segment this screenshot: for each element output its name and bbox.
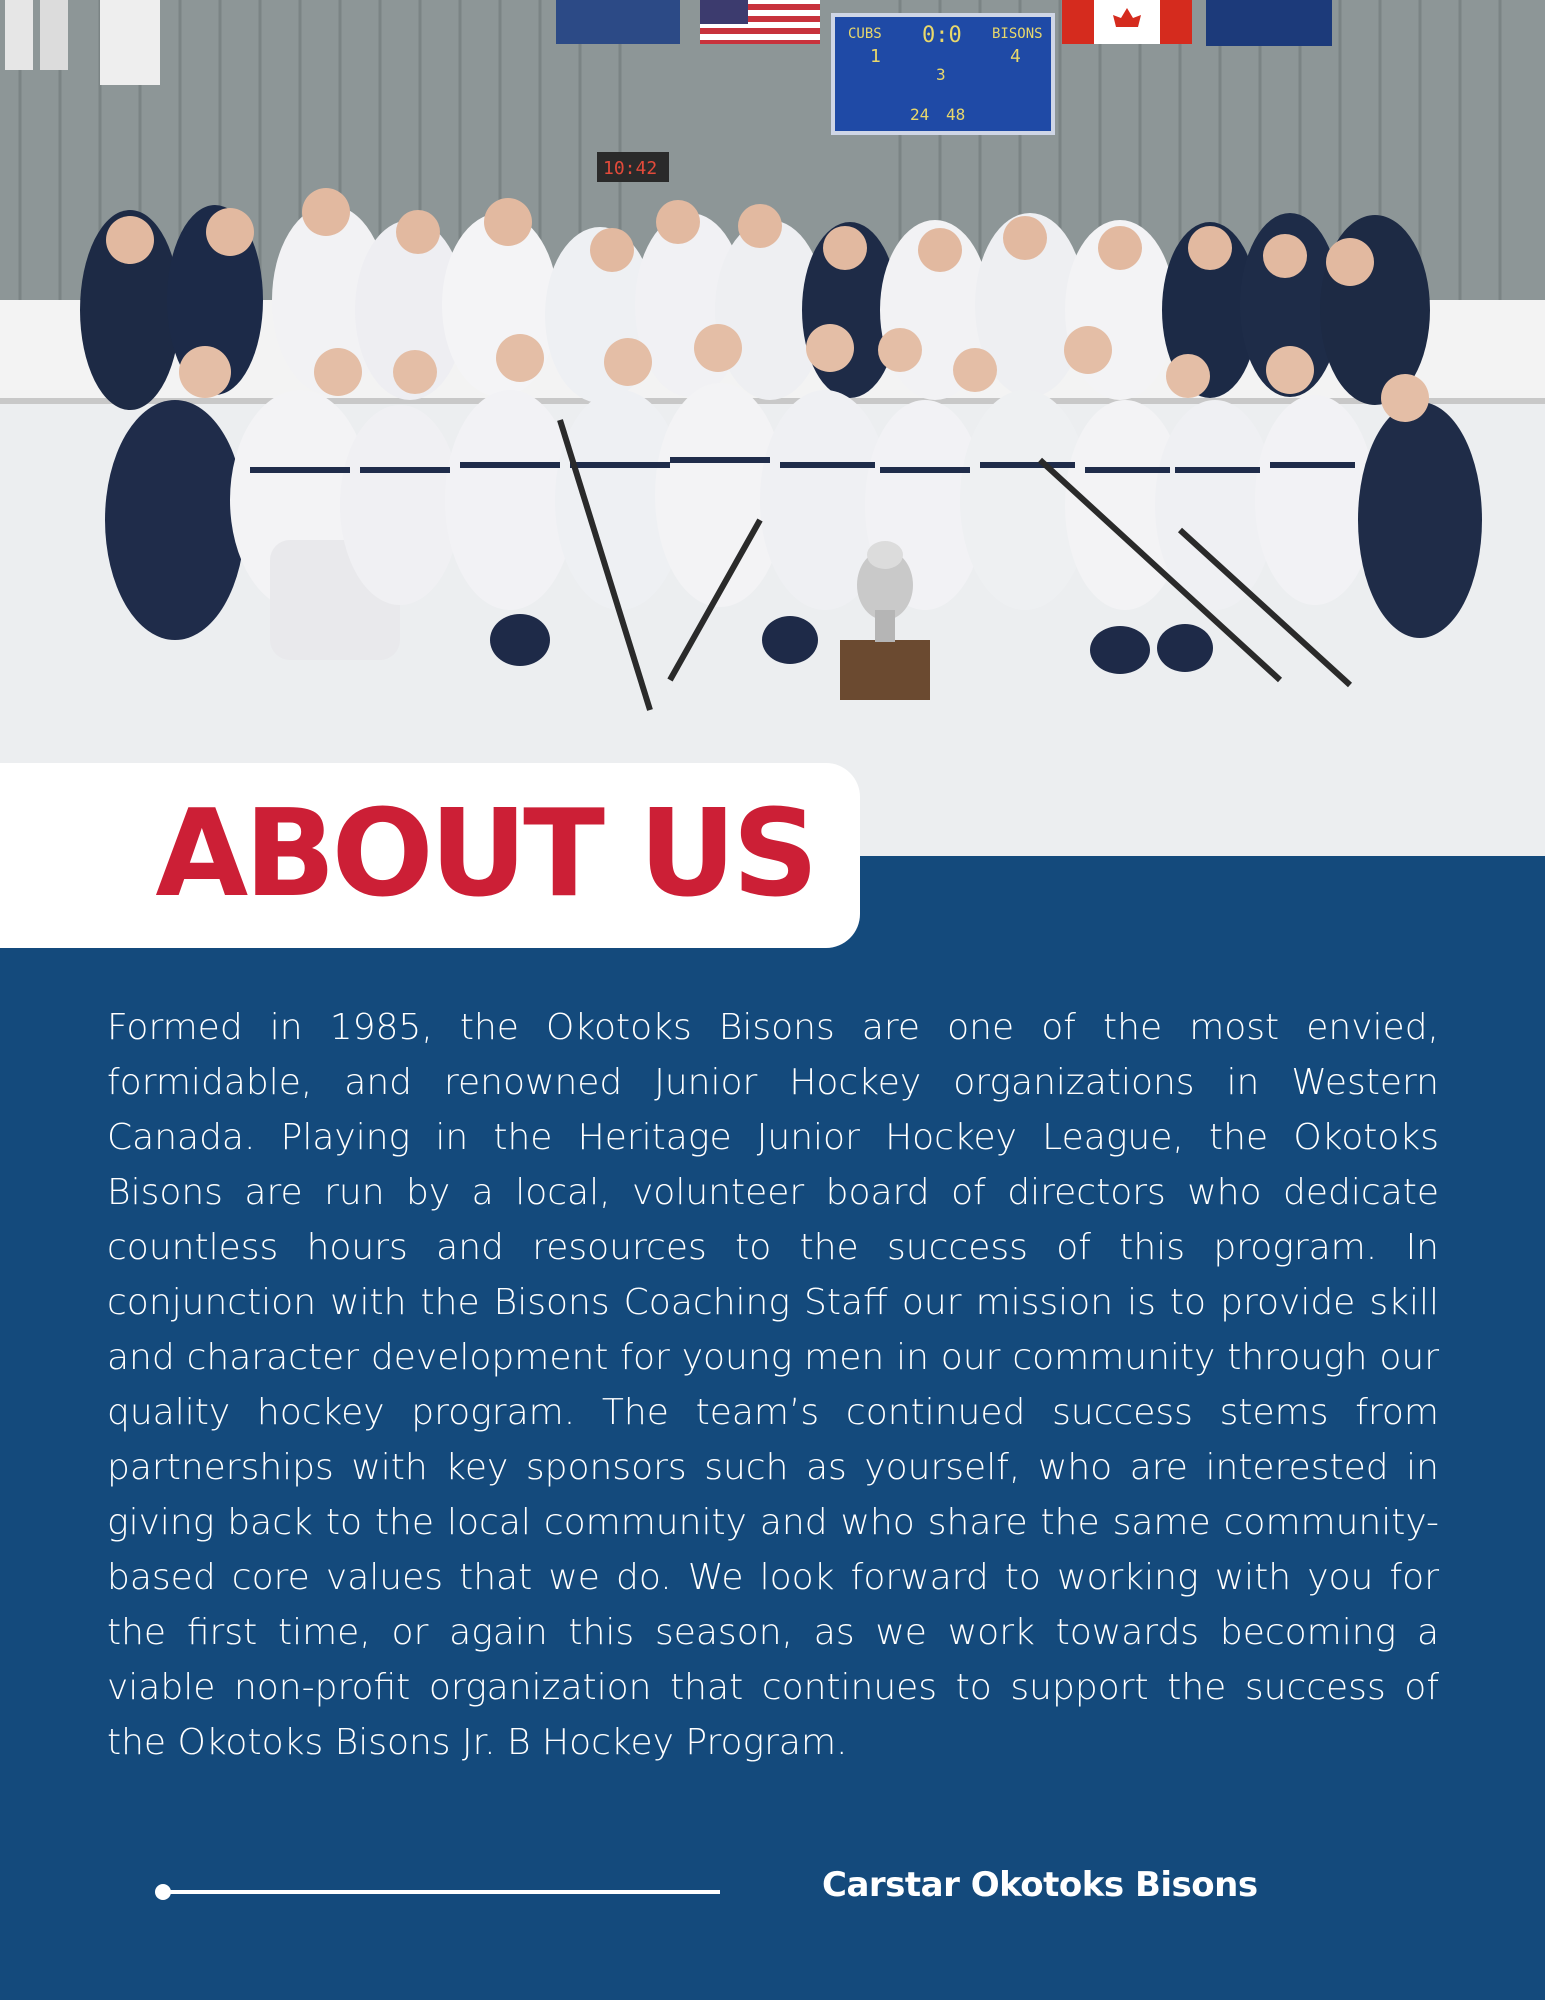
- signature: Carstar Okotoks Bisons: [822, 1865, 1258, 1905]
- scoreboard-away-score: 4: [1010, 46, 1021, 67]
- flag-usa: [700, 0, 820, 44]
- wall-clock-time: 10:42: [603, 158, 658, 179]
- scoreboard-period: 3: [936, 65, 946, 84]
- page-title: ABOUT US: [155, 785, 815, 924]
- flag-alberta: [1206, 0, 1332, 46]
- banner-left-3: [100, 0, 160, 85]
- banner-left-2: [40, 0, 68, 70]
- team-photo: [0, 0, 1545, 856]
- scoreboard-home-score: 1: [870, 46, 881, 67]
- flag-canada: [1062, 0, 1192, 44]
- scoreboard-shots-home: 24: [910, 105, 930, 124]
- scoreboard-away-team: BISONS: [992, 26, 1043, 42]
- scoreboard-clock: 0:0: [922, 23, 962, 48]
- scoreboard-home-team: CUBS: [848, 26, 882, 42]
- flag-blue: [556, 0, 680, 44]
- scoreboard: [833, 15, 1053, 133]
- banner-left-1: [5, 0, 33, 70]
- about-paragraph: Formed in 1985, the Okotoks Bisons are one of the most envied, formidable, and renowned Junior Hockey organizations in Western Canada. Playing in the Heritage Junior Hockey League, the Okotoks Bisons are run by a local, volunteer board of directors who dedicate countless hours and resources to the success of this program. In conjunction with the Bisons Coaching Staff our mission is to provide skill and character development for young men in our community through our quality hockey program. The team’s continued success stems from partnerships with key sponsors such as yourself, who are interested in giving back to the local community and who share the same community-based core values that we do. We look forward to working with you for the first time, or again this season, as we work towards becoming a viable non-profit organization that continues to support the success of the Okotoks Bisons Jr. B Hockey Program.: [107, 1007, 1439, 1763]
- team-photo-illustration: [0, 0, 1545, 856]
- divider-line: [163, 1890, 720, 1894]
- scoreboard-shots-away: 48: [946, 105, 966, 124]
